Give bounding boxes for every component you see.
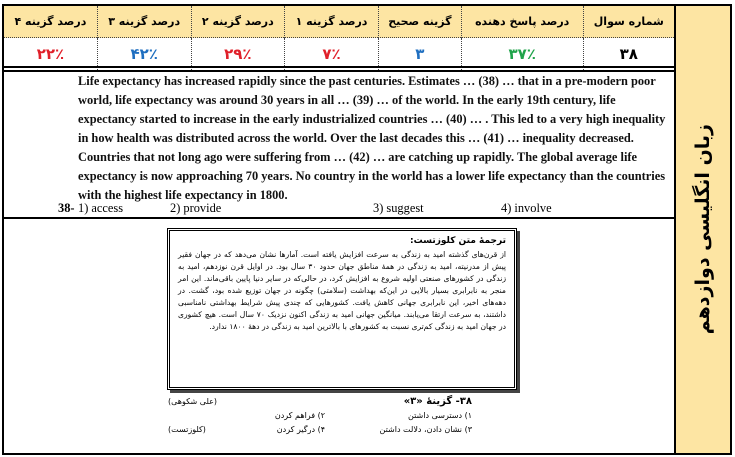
- answer-meaning-2: ۲) فراهم کردن: [274, 411, 325, 420]
- value-cell: ۳: [378, 38, 461, 72]
- value-cell: ۲۲٪: [3, 38, 97, 72]
- value-cell: ۷٪: [285, 38, 379, 72]
- option-3: 3) suggest: [373, 201, 424, 215]
- option-4: 4) involve: [501, 201, 552, 215]
- question-number: 38-: [58, 201, 75, 215]
- option-1: 1) access: [78, 201, 124, 215]
- answer-meaning-3: ۳) نشان دادن، دلالت داشتن: [379, 425, 472, 434]
- answer-meaning-4: ۴) درگیر کردن: [276, 425, 325, 434]
- header-cell: درصد گزینه ۱: [285, 5, 379, 38]
- value-cell: ۳۷٪: [461, 38, 583, 72]
- header-cell: گزینه صحیح: [378, 5, 461, 38]
- translation-box: [167, 228, 517, 390]
- header-cell: درصد پاسخ دهنده: [461, 5, 583, 38]
- translation-body: از قرن‌های گذشته امید به زندگی به سرعت افزایش یافته است. آمارها نشان می‌دهد که در جهان فقیر پیش از مدرنیته، امید به زندگی در همهٔ مناطق جهان حدود ۳۰ سال بود. در اوایل قرن نوزدهم، امید به زندگی در کشورهای صنعتی اولیه شروع به افزایش کرد، در حالی‌که در سایر دنیا پایین باقی‌ماند. این امر منجر به نابرابری بسیار بالایی در این‌که بهداشت (سلامتی) چگونه در جهان توزیع شده بود، گشت. در دهه‌های اخیر، این نابرابری جهانی کاهش یافت. کشورهایی که چندی پیش شرایط بهداشتی نامناسبی داشتند، به سرعت ارتقا می‌یابند. میانگین جهانی امید به زندگی اکنون نزدیک ۷۰ سال است. هیچ کشوری در جهان امید به زندگی کم‌تری نسبت به کشورهای با بالاترین امید به زندگی در دههٔ ۱۸۰۰ ندارد.: [178, 250, 506, 331]
- answer-meaning-1: ۱) دسترسی داشتن: [408, 411, 472, 420]
- subject-title: زبان انگلیسی دوازدهم: [692, 124, 714, 335]
- divider: [2, 217, 676, 219]
- divider: [2, 66, 676, 68]
- answer-heading: ۳۸- گزینهٔ «۳»: [403, 396, 472, 407]
- subject-sidebar: [674, 4, 732, 455]
- table-header-row: [3, 5, 675, 38]
- stats-table: [2, 4, 676, 72]
- header-cell: درصد گزینه ۳: [97, 5, 191, 38]
- option-2: 2) provide: [170, 201, 222, 215]
- answer-tag: (کلوزتست): [168, 425, 206, 434]
- header-cell: درصد گزینه ۲: [191, 5, 285, 38]
- value-cell: ۲۹٪: [191, 38, 285, 72]
- value-cell: ۳۸: [583, 38, 675, 72]
- answer-author: (علی شکوهی): [168, 397, 218, 406]
- header-cell: شماره سوال: [583, 5, 675, 38]
- header-cell: درصد گزینه ۴: [3, 5, 97, 38]
- translation-title: ترجمهٔ متن کلوزتست:: [410, 236, 506, 246]
- cloze-passage: Life expectancy has increased rapidly since the past centuries. Estimates … (38) … that in a pre-modern poor world, life expectancy was around 30 years in all … (39) … of the world. In the early 19th century, life expectancy started to increase in the early industrialized countries … (40) … . This led to a very high inequality in how health was distributed across the world. Over the last decades this … (41) … inequality decreased. Countries that not long ago were suffering from … (42) … are catching up rapidly. The global average life expectancy is now approaching 70 years. No country in the world has a lower life expectancy than the countries with the highest life expectancy in 1800.: [78, 74, 666, 202]
- value-cell: ۴۲٪: [97, 38, 191, 72]
